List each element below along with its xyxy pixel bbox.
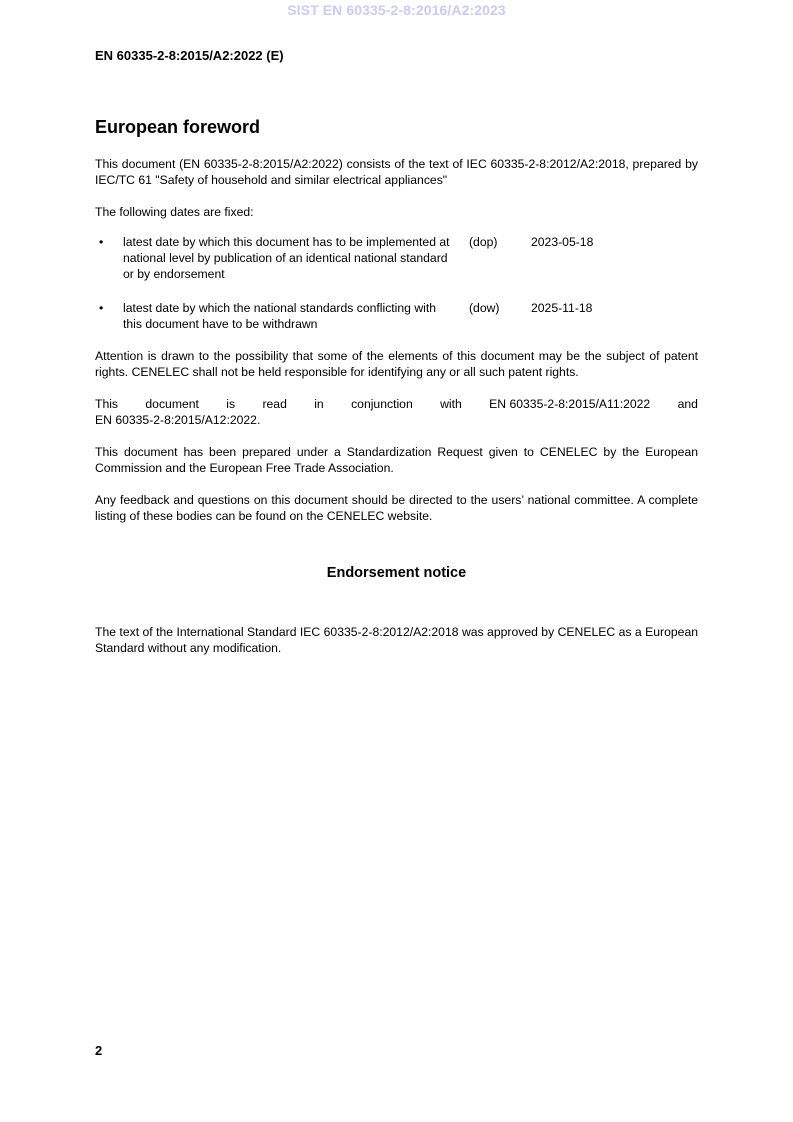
foreword-title: European foreword [95, 117, 261, 137]
date-code: (dow) [469, 301, 500, 315]
word: This [95, 397, 119, 411]
conjunction-paragraph [95, 396, 698, 428]
word: is [226, 397, 236, 411]
word: in [314, 397, 324, 411]
date-value: 2025-11-18 [531, 301, 593, 315]
date-item-dop [95, 234, 698, 282]
word: with [440, 397, 462, 411]
date-item-dow [95, 300, 698, 332]
word: EN 60335-2-8:2015/A11:2022 [489, 397, 651, 411]
page-content [95, 116, 698, 672]
date-value: 2023-05-18 [531, 235, 594, 249]
date-code: (dop) [469, 235, 498, 249]
dates-list [95, 234, 698, 332]
conjunction-line-2: EN 60335-2-8:2015/A12:2022. [95, 413, 261, 427]
dates-intro: The following dates are fixed: [95, 205, 254, 219]
word: conjunction [351, 397, 413, 411]
feedback-notice: Any feedback and questions on this document should be directed to the users’ national committee. A complete listing of these bodies can be found on the CENELEC website. [95, 493, 698, 523]
date-description: latest date by which the national standards conflicting with this document have to be withdrawn [123, 301, 436, 331]
page-number: 2 [95, 1043, 103, 1058]
date-description: latest date by which this document has to be implemented at national level by publication of an identical national standard or by endorsement [123, 235, 450, 281]
watermark: SIST EN 60335-2-8:2016/A2:2023 [287, 2, 506, 18]
bullet: • [99, 235, 104, 249]
standardization-request: This document has been prepared under a Standardization Request given to CENELEC by the European Commission and the European Free Trade Association. [95, 445, 698, 475]
word: and [677, 397, 698, 411]
patent-notice: Attention is drawn to the possibility that some of the elements of this document may be the subject of patent rights. CENELEC shall not be held responsible for identifying any or all such patent rights. [95, 349, 698, 379]
word: document [145, 397, 199, 411]
bullet: • [99, 301, 104, 315]
foreword-intro: This document (EN 60335-2-8:2015/A2:2022) consists of the text of IEC 60335-2-8:2012/A2:2018, prepared by IEC/TC 61 "Safety of household and similar electrical appliances" [95, 157, 698, 187]
document-id-header: EN 60335-2-8:2015/A2:2022 (E) [95, 48, 284, 63]
word: read [262, 397, 287, 411]
conjunction-line-1 [95, 396, 698, 412]
endorsement-text: The text of the International Standard IEC 60335-2-8:2012/A2:2018 was approved by CENELEC as a European Standard without any modification. [95, 625, 698, 655]
endorsement-title: Endorsement notice [326, 565, 467, 581]
